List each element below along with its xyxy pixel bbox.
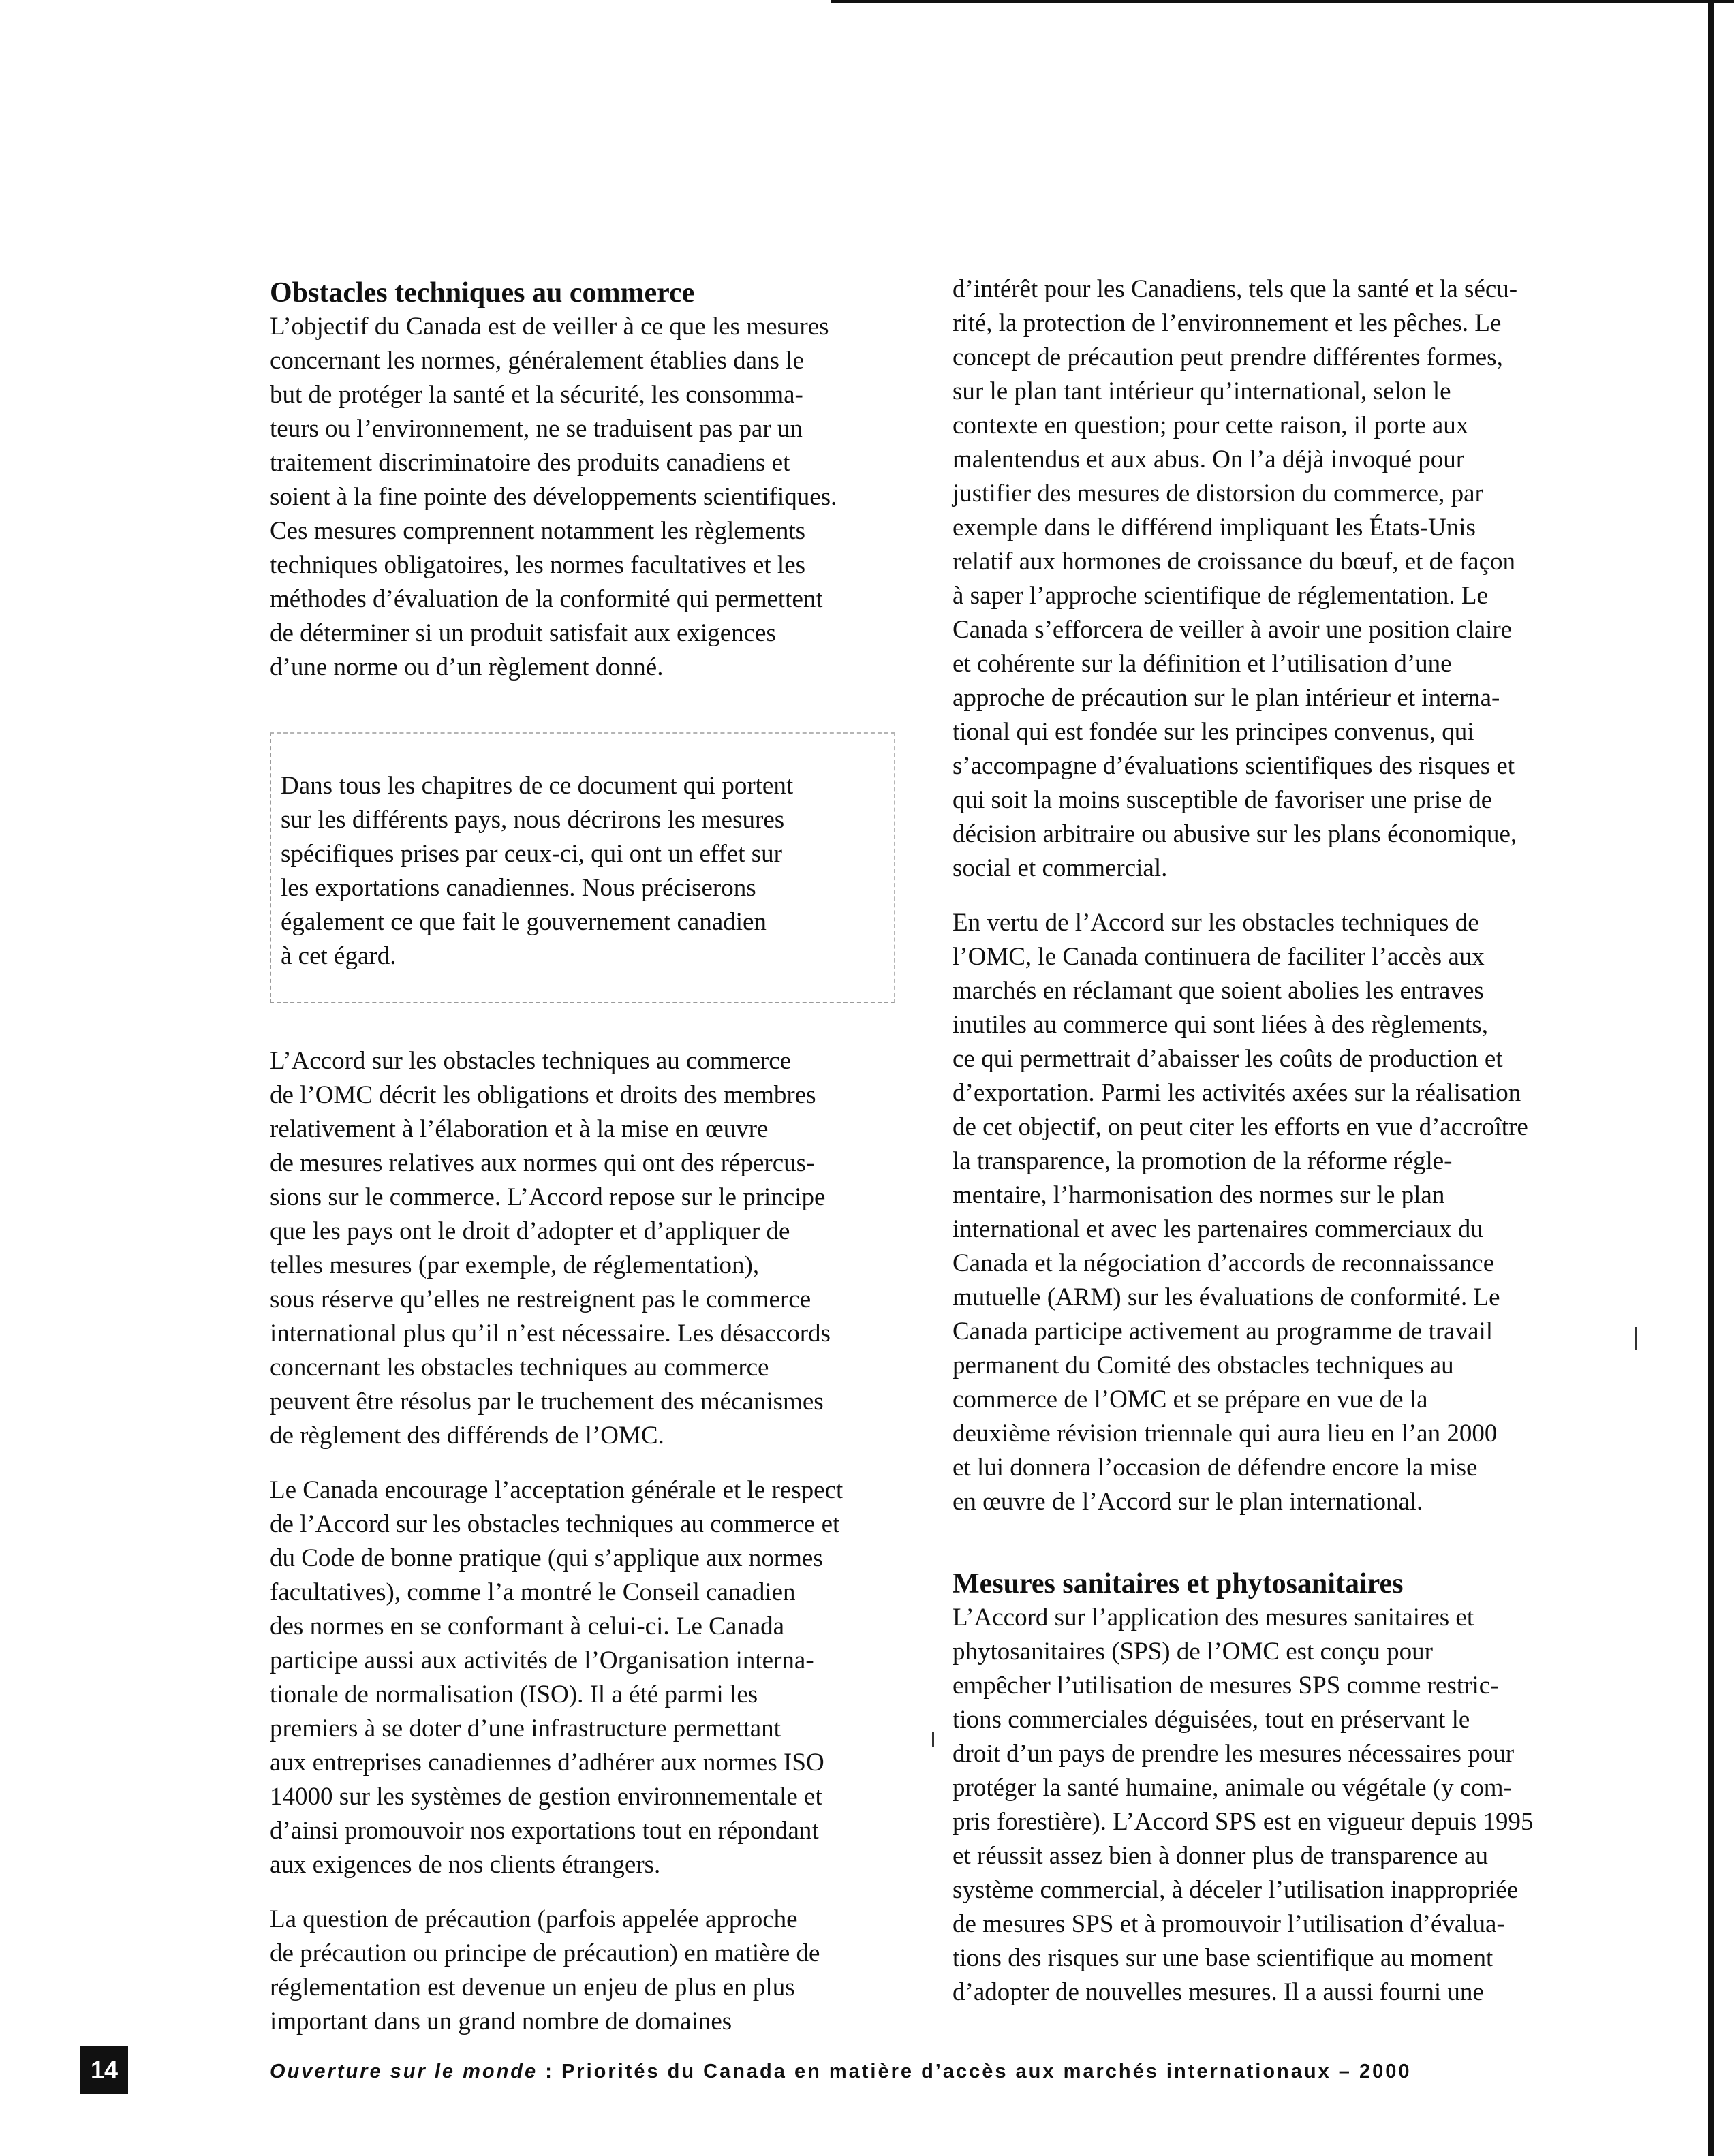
text-line: à cet égard. [281, 942, 397, 970]
text-line: et réussit assez bien à donner plus de transparence au [953, 1842, 1488, 1870]
text-line: tionale de normalisation (ISO). Il a été parmi les [270, 1681, 758, 1708]
text-line: d’adopter de nouvelles mesures. Il a aussi fourni une [953, 1978, 1484, 2006]
text-line: social et commercial. [953, 854, 1168, 882]
text-line: sions sur le commerce. L’Accord repose sur le principe [270, 1183, 826, 1211]
text-line: de mesures SPS et à promouvoir l’utilisation d’évalua- [953, 1910, 1505, 1938]
text-line: L’Accord sur les obstacles techniques au commerce [270, 1047, 792, 1075]
text-line: phytosanitaires (SPS) de l’OMC est conçu pour [953, 1638, 1433, 1666]
text-line: droit d’un pays de prendre les mesures nécessaires pour [953, 1740, 1515, 1768]
text-line: la transparence, la promotion de la réforme régle- [953, 1147, 1453, 1175]
text-line: 14000 sur les systèmes de gestion environnementale et [270, 1783, 822, 1811]
paragraph [270, 1044, 1026, 1453]
text-line: empêcher l’utilisation de mesures SPS comme restric- [953, 1672, 1499, 1700]
footer-title: Ouverture sur le monde [270, 2061, 538, 2082]
text-line: s’accompagne d’évaluations scientifiques des risques et [953, 752, 1515, 780]
text-line: international plus qu’il n’est nécessaire. Les désaccords [270, 1319, 831, 1347]
text-line: approche de précaution sur le plan intérieur et interna- [953, 684, 1500, 712]
text-line: permanent du Comité des obstacles techniques au [953, 1352, 1454, 1379]
text-line: contexte en question; pour cette raison, il porte aux [953, 411, 1469, 439]
text-line: Dans tous les chapitres de ce document qui portent [281, 772, 794, 800]
text-line: teurs ou l’environnement, ne se traduisent pas par un [270, 415, 803, 443]
text-line: spécifiques prises par ceux-ci, qui ont un effet sur [281, 840, 783, 868]
text-line: protéger la santé humaine, animale ou végétale (y com- [953, 1774, 1512, 1802]
text-line: de l’OMC décrit les obligations et droits des membres [270, 1081, 816, 1109]
text-line: Canada et la négociation d’accords de reconnaissance [953, 1249, 1495, 1277]
text-line: méthodes d’évaluation de la conformité qui permettent [270, 585, 823, 613]
text-line: L’objectif du Canada est de veiller à ce que les mesures [270, 313, 829, 341]
paragraph [953, 906, 1709, 1519]
text-line: également ce que fait le gouvernement canadien [281, 908, 767, 936]
text-line: inutiles au commerce qui sont liées à des règlements, [953, 1011, 1489, 1039]
text-line: but de protéger la santé et la sécurité, les consomma- [270, 381, 803, 409]
text-line: traitement discriminatoire des produits canadiens et [270, 449, 790, 477]
text-line: deuxième révision triennale qui aura lieu en l’an 2000 [953, 1420, 1498, 1448]
text-line: concernant les normes, généralement établies dans le [270, 347, 804, 375]
text-line: tions des risques sur une base scientifique au moment [953, 1944, 1493, 1972]
text-line: exemple dans le différend impliquant les États-Unis [953, 514, 1476, 542]
text-line: que les pays ont le droit d’adopter et d’appliquer de [270, 1217, 790, 1245]
text-line: techniques obligatoires, les normes facultatives et les [270, 551, 806, 579]
paragraph [270, 1473, 1026, 1882]
text-line: de cet objectif, on peut citer les efforts en vue d’accroître [953, 1113, 1528, 1141]
text-line: de déterminer si un produit satisfait aux exigences [270, 619, 776, 647]
text-line: l’OMC, le Canada continuera de faciliter l’accès aux [953, 943, 1485, 971]
text-line: soient à la fine pointe des développements scientifiques. [270, 483, 837, 511]
text-line: d’ainsi promouvoir nos exportations tout en répondant [270, 1817, 819, 1845]
top-border-rule [831, 0, 1734, 3]
paragraph [953, 272, 1709, 886]
text-line: ce qui permettrait d’abaisser les coûts de production et [953, 1045, 1503, 1073]
text-line: L’Accord sur l’application des mesures sanitaires et [953, 1604, 1474, 1631]
footer-subtitle: Priorités du Canada en matière d’accès aux marchés internationaux – 2000 [561, 2061, 1412, 2082]
text-line: du Code de bonne pratique (qui s’applique aux normes [270, 1544, 823, 1572]
right-border-rule [1708, 0, 1714, 2156]
text-line: sur les différents pays, nous décrirons les mesures [281, 806, 785, 834]
callout-text [281, 769, 894, 973]
text-line: malentendus et aux abus. On l’a déjà invoqué pour [953, 446, 1465, 473]
text-line: de mesures relatives aux normes qui ont des répercus- [270, 1149, 815, 1177]
paragraph [953, 1601, 1709, 2010]
text-line: participe aussi aux activités de l’Organisation interna- [270, 1646, 814, 1674]
right-column [953, 272, 1709, 2030]
text-line: Canada participe activement au programme de travail [953, 1317, 1493, 1345]
text-line: rité, la protection de l’environnement et les pêches. Le [953, 309, 1502, 337]
text-line: telles mesures (par exemple, de réglementation), [270, 1251, 760, 1279]
text-line: La question de précaution (parfois appelée approche [270, 1905, 798, 1933]
paragraph [270, 310, 1026, 685]
paragraph [270, 1903, 1026, 2039]
running-footer [270, 2061, 1412, 2083]
callout-box [270, 732, 895, 1003]
footer-separator: : [538, 2061, 561, 2082]
text-line: tional qui est fondée sur les principes convenus, qui [953, 718, 1474, 746]
text-line: qui soit la moins susceptible de favoriser une prise de [953, 786, 1493, 814]
text-line: d’intérêt pour les Canadiens, tels que la santé et la sécu- [953, 275, 1518, 303]
text-line: relativement à l’élaboration et à la mise en œuvre [270, 1115, 769, 1143]
text-line: Ces mesures comprennent notamment les règlements [270, 517, 806, 545]
section-heading: Mesures sanitaires et phytosanitaires [953, 1568, 1404, 1599]
text-line: d’exportation. Parmi les activités axées sur la réalisation [953, 1079, 1521, 1107]
text-line: aux entreprises canadiennes d’adhérer aux normes ISO [270, 1749, 824, 1777]
section-heading: Obstacles techniques au commerce [270, 277, 695, 309]
text-line: de l’Accord sur les obstacles techniques au commerce et [270, 1510, 840, 1538]
text-line: et cohérente sur la définition et l’utilisation d’une [953, 650, 1452, 678]
text-line: les exportations canadiennes. Nous préciserons [281, 874, 756, 902]
text-line: premiers à se doter d’une infrastructure permettant [270, 1715, 781, 1743]
text-line: tions commerciales déguisées, tout en préservant le [953, 1706, 1470, 1734]
text-line: aux exigences de nos clients étrangers. [270, 1851, 661, 1879]
page-number: 14 [80, 2046, 128, 2094]
text-line: système commercial, à déceler l’utilisation inappropriée [953, 1876, 1519, 1904]
text-line: en œuvre de l’Accord sur le plan international. [953, 1488, 1423, 1516]
text-line: peuvent être résolus par le truchement des mécanismes [270, 1388, 824, 1416]
text-line: Canada s’efforcera de veiller à avoir une position claire [953, 616, 1513, 644]
text-line: concept de précaution peut prendre différentes formes, [953, 343, 1503, 371]
text-line: à saper l’approche scientifique de réglementation. Le [953, 582, 1488, 610]
text-line: concernant les obstacles techniques au commerce [270, 1354, 769, 1381]
left-column [270, 276, 1026, 2059]
text-line: sur le plan tant intérieur qu’international, selon le [953, 377, 1451, 405]
text-line: facultatives), comme l’a montré le Conseil canadien [270, 1578, 796, 1606]
text-line: En vertu de l’Accord sur les obstacles techniques de [953, 909, 1479, 937]
text-line: des normes en se conformant à celui-ci. Le Canada [270, 1612, 785, 1640]
text-line: important dans un grand nombre de domaines [270, 2007, 732, 2035]
text-line: Le Canada encourage l’acceptation générale et le respect [270, 1476, 843, 1504]
text-line: marchés en réclamant que soient abolies les entraves [953, 977, 1484, 1005]
text-line: sous réserve qu’elles ne restreignent pas le commerce [270, 1285, 811, 1313]
text-line: justifier des mesures de distorsion du commerce, par [953, 480, 1483, 507]
text-line: international et avec les partenaires commerciaux du [953, 1215, 1483, 1243]
text-line: d’une norme ou d’un règlement donné. [270, 653, 664, 681]
text-line: et lui donnera l’occasion de défendre encore la mise [953, 1454, 1478, 1482]
text-line: relatif aux hormones de croissance du bœuf, et de façon [953, 548, 1516, 576]
text-line: pris forestière). L’Accord SPS est en vigueur depuis 1995 [953, 1808, 1534, 1836]
text-line: commerce de l’OMC et se prépare en vue de la [953, 1386, 1428, 1413]
text-line: mutuelle (ARM) sur les évaluations de conformité. Le [953, 1283, 1500, 1311]
text-line: réglementation est devenue un enjeu de plus en plus [270, 1973, 795, 2001]
text-line: décision arbitraire ou abusive sur les plans économique, [953, 820, 1517, 848]
text-line: mentaire, l’harmonisation des normes sur le plan [953, 1181, 1445, 1209]
text-line: de précaution ou principe de précaution) en matière de [270, 1939, 820, 1967]
text-line: de règlement des différends de l’OMC. [270, 1422, 664, 1450]
